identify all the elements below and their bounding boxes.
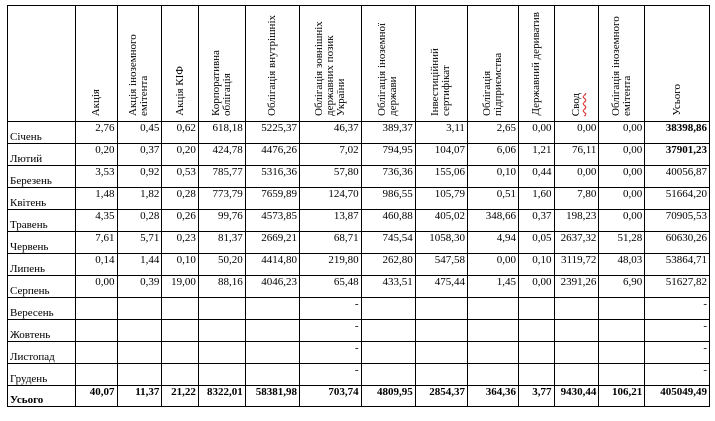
- table-cell: 0,00: [599, 166, 645, 188]
- table-cell: -: [300, 320, 362, 342]
- table-cell: 4,35: [75, 210, 117, 232]
- table-cell: [75, 342, 117, 364]
- monthly-securities-table: [7, 5, 710, 407]
- column-header-label: Свод: [569, 92, 582, 116]
- column-header: [75, 6, 117, 122]
- table-cell: [162, 342, 199, 364]
- table-cell: [467, 320, 518, 342]
- table-cell: 219,80: [300, 254, 362, 276]
- table-cell: 2637,32: [554, 232, 599, 254]
- table-cell: 0,28: [117, 210, 162, 232]
- table-cell: 76,11: [554, 144, 599, 166]
- table-cell: 5,71: [117, 232, 162, 254]
- table-cell: [245, 298, 299, 320]
- table-cell: [361, 320, 415, 342]
- table-cell: 0,00: [599, 210, 645, 232]
- table-cell: [415, 320, 467, 342]
- month-label: Грудень: [8, 364, 76, 386]
- table-cell: 51664,20: [645, 188, 710, 210]
- table-cell: 4573,85: [245, 210, 299, 232]
- total-cell: 364,36: [467, 386, 518, 407]
- table-cell: [198, 342, 245, 364]
- table-cell: 0,10: [519, 254, 554, 276]
- month-label: Лютий: [8, 144, 76, 166]
- table-cell: 0,00: [554, 166, 599, 188]
- table-cell: 0,23: [162, 232, 199, 254]
- table-cell: 7,61: [75, 232, 117, 254]
- table-cell: [519, 298, 554, 320]
- table-cell: [599, 320, 645, 342]
- table-cell: 0,28: [162, 188, 199, 210]
- table-row: [8, 188, 710, 210]
- table-cell: 0,37: [519, 210, 554, 232]
- table-cell: [599, 342, 645, 364]
- table-cell: [554, 364, 599, 386]
- table-cell: 124,70: [300, 188, 362, 210]
- table-cell: 618,18: [198, 122, 245, 144]
- table-cell: 2,65: [467, 122, 518, 144]
- table-cell: 60630,26: [645, 232, 710, 254]
- table-cell: 38398,86: [645, 122, 710, 144]
- table-cell: 475,44: [415, 276, 467, 298]
- table-cell: [467, 298, 518, 320]
- month-label: Жовтень: [8, 320, 76, 342]
- table-row: [8, 320, 710, 342]
- table-cell: 0,44: [519, 166, 554, 188]
- table-cell: 51627,82: [645, 276, 710, 298]
- table-cell: [361, 298, 415, 320]
- table-cell: [554, 298, 599, 320]
- table-cell: 88,16: [198, 276, 245, 298]
- column-header: [554, 6, 599, 122]
- table-cell: 53864,71: [645, 254, 710, 276]
- column-header: [117, 6, 162, 122]
- month-label: Червень: [8, 232, 76, 254]
- table-cell: 0,62: [162, 122, 199, 144]
- total-label: Усього: [8, 386, 76, 407]
- total-cell: 405049,49: [645, 386, 710, 407]
- table-cell: 0,26: [162, 210, 199, 232]
- table-cell: 1,48: [75, 188, 117, 210]
- month-label: Січень: [8, 122, 76, 144]
- column-header: [300, 6, 362, 122]
- table-row: [8, 276, 710, 298]
- table-cell: 1058,30: [415, 232, 467, 254]
- table-cell: 0,05: [519, 232, 554, 254]
- column-header-label: Облігація підприємства: [480, 52, 504, 116]
- column-header: [467, 6, 518, 122]
- column-header: [415, 6, 467, 122]
- table-row: [8, 144, 710, 166]
- table-row: [8, 342, 710, 364]
- total-cell: 40,07: [75, 386, 117, 407]
- column-header-label: Облігація внутрішніх: [265, 15, 278, 116]
- table-cell: 0,14: [75, 254, 117, 276]
- table-cell: [198, 298, 245, 320]
- total-cell: 8322,01: [198, 386, 245, 407]
- table-cell: [361, 342, 415, 364]
- table-cell: [415, 364, 467, 386]
- table-cell: 6,06: [467, 144, 518, 166]
- table-row: [8, 364, 710, 386]
- table-cell: 0,39: [117, 276, 162, 298]
- table-cell: 65,48: [300, 276, 362, 298]
- table-cell: 389,37: [361, 122, 415, 144]
- table-cell: 0,45: [117, 122, 162, 144]
- table-cell: [245, 320, 299, 342]
- month-label: Листопад: [8, 342, 76, 364]
- table-cell: [519, 364, 554, 386]
- table-cell: -: [300, 364, 362, 386]
- table-cell: 51,28: [599, 232, 645, 254]
- table-cell: 3119,72: [554, 254, 599, 276]
- table-cell: 5316,36: [245, 166, 299, 188]
- month-label: Серпень: [8, 276, 76, 298]
- table-cell: 0,37: [117, 144, 162, 166]
- table-cell: 3,53: [75, 166, 117, 188]
- table-cell: 81,37: [198, 232, 245, 254]
- table-cell: 48,03: [599, 254, 645, 276]
- table-cell: 424,78: [198, 144, 245, 166]
- table-cell: 1,45: [467, 276, 518, 298]
- table-cell: 794,95: [361, 144, 415, 166]
- table-cell: 1,21: [519, 144, 554, 166]
- column-header: [599, 6, 645, 122]
- table-cell: 105,79: [415, 188, 467, 210]
- header-row: [8, 6, 710, 122]
- column-header: [519, 6, 554, 122]
- table-cell: 547,58: [415, 254, 467, 276]
- table-cell: -: [300, 298, 362, 320]
- table-cell: [117, 320, 162, 342]
- total-cell: 4809,95: [361, 386, 415, 407]
- table-row: [8, 210, 710, 232]
- table-cell: 68,71: [300, 232, 362, 254]
- table-cell: [75, 298, 117, 320]
- table-cell: -: [645, 342, 710, 364]
- column-header-label: Акція іноземного емітента: [127, 34, 151, 116]
- table-cell: 0,92: [117, 166, 162, 188]
- table-cell: 99,76: [198, 210, 245, 232]
- table-cell: -: [645, 364, 710, 386]
- table-cell: [117, 298, 162, 320]
- table-cell: [198, 364, 245, 386]
- table-cell: [245, 364, 299, 386]
- column-header-label: Корпоративна облігація: [209, 50, 233, 116]
- table-cell: -: [300, 342, 362, 364]
- table-cell: 13,87: [300, 210, 362, 232]
- table-cell: [198, 320, 245, 342]
- month-label: Квітень: [8, 188, 76, 210]
- table-cell: [75, 364, 117, 386]
- table-cell: 155,06: [415, 166, 467, 188]
- table-cell: [162, 298, 199, 320]
- table-cell: 0,10: [162, 254, 199, 276]
- column-header: [162, 6, 199, 122]
- table-cell: 37901,23: [645, 144, 710, 166]
- column-header-label: Облігація зовнішніх державних позик України: [312, 21, 347, 116]
- table-cell: 262,80: [361, 254, 415, 276]
- total-row: [8, 386, 710, 407]
- column-header-label: Акція: [89, 88, 102, 116]
- total-cell: 11,37: [117, 386, 162, 407]
- total-cell: 106,21: [599, 386, 645, 407]
- table-cell: 104,07: [415, 144, 467, 166]
- table-cell: 0,00: [554, 122, 599, 144]
- table-cell: 0,51: [467, 188, 518, 210]
- total-cell: 9430,44: [554, 386, 599, 407]
- table-cell: 0,00: [519, 276, 554, 298]
- month-label: Вересень: [8, 298, 76, 320]
- table-cell: 19,00: [162, 276, 199, 298]
- total-cell: 21,22: [162, 386, 199, 407]
- table-cell: 745,54: [361, 232, 415, 254]
- table-row: [8, 298, 710, 320]
- table-cell: 0,20: [75, 144, 117, 166]
- table-cell: 50,20: [198, 254, 245, 276]
- table-cell: [554, 320, 599, 342]
- table-cell: [554, 342, 599, 364]
- table-cell: 736,36: [361, 166, 415, 188]
- table-cell: [519, 342, 554, 364]
- table-cell: 1,82: [117, 188, 162, 210]
- table-cell: 785,77: [198, 166, 245, 188]
- month-label: Липень: [8, 254, 76, 276]
- table-cell: [415, 342, 467, 364]
- table-cell: 57,80: [300, 166, 362, 188]
- column-header-label: Інвестиційний сертифікат: [429, 48, 453, 116]
- column-header: [198, 6, 245, 122]
- table-cell: [75, 320, 117, 342]
- table-cell: 0,10: [467, 166, 518, 188]
- total-cell: 58381,98: [245, 386, 299, 407]
- table-cell: [117, 364, 162, 386]
- table-cell: 4,94: [467, 232, 518, 254]
- column-header: [645, 6, 710, 122]
- table-cell: [599, 364, 645, 386]
- table-cell: 4414,80: [245, 254, 299, 276]
- table-cell: 2,76: [75, 122, 117, 144]
- table-cell: [519, 320, 554, 342]
- column-header-label: Державний дериватив: [529, 12, 542, 116]
- table-cell: 4476,26: [245, 144, 299, 166]
- table-cell: [361, 364, 415, 386]
- table-cell: -: [645, 298, 710, 320]
- table-cell: 348,66: [467, 210, 518, 232]
- table-cell: [117, 342, 162, 364]
- total-cell: 703,74: [300, 386, 362, 407]
- table-cell: 0,00: [467, 254, 518, 276]
- header-corner-cell: [8, 6, 76, 122]
- table-cell: [162, 364, 199, 386]
- table-cell: 405,02: [415, 210, 467, 232]
- column-header-label: Облігація іноземного емітента: [609, 16, 633, 116]
- table-cell: 433,51: [361, 276, 415, 298]
- total-cell: 2854,37: [415, 386, 467, 407]
- table-cell: 3,11: [415, 122, 467, 144]
- table-cell: 773,79: [198, 188, 245, 210]
- table-cell: 70905,53: [645, 210, 710, 232]
- table-row: [8, 254, 710, 276]
- table-cell: 5225,37: [245, 122, 299, 144]
- table-cell: 7659,89: [245, 188, 299, 210]
- table-cell: 0,00: [519, 122, 554, 144]
- table-cell: 0,00: [599, 144, 645, 166]
- column-header: [245, 6, 299, 122]
- table-cell: 0,00: [599, 122, 645, 144]
- table-cell: 0,20: [162, 144, 199, 166]
- table-cell: 7,80: [554, 188, 599, 210]
- table-row: [8, 166, 710, 188]
- table-cell: 40056,87: [645, 166, 710, 188]
- table-cell: [245, 342, 299, 364]
- table-row: [8, 122, 710, 144]
- table-cell: 7,02: [300, 144, 362, 166]
- month-label: Травень: [8, 210, 76, 232]
- table-cell: 986,55: [361, 188, 415, 210]
- table-cell: [467, 364, 518, 386]
- column-header-label: Акція КІФ: [173, 66, 186, 116]
- table-cell: 460,88: [361, 210, 415, 232]
- table-cell: 2391,26: [554, 276, 599, 298]
- table-cell: 2669,21: [245, 232, 299, 254]
- table-cell: [162, 320, 199, 342]
- table-cell: [415, 298, 467, 320]
- month-label: Березень: [8, 166, 76, 188]
- column-header-label: Облігація іноземної держави: [376, 22, 400, 116]
- table-cell: 0,00: [75, 276, 117, 298]
- table-row: [8, 232, 710, 254]
- table-cell: 1,44: [117, 254, 162, 276]
- cropped-caption-fragment: [0, 0, 100, 4]
- column-header-label: Усього: [670, 84, 683, 116]
- total-cell: 3,77: [519, 386, 554, 407]
- table-cell: 6,90: [599, 276, 645, 298]
- table-cell: [467, 342, 518, 364]
- table-cell: 0,53: [162, 166, 199, 188]
- table-cell: -: [645, 320, 710, 342]
- table-cell: 1,60: [519, 188, 554, 210]
- column-header: [361, 6, 415, 122]
- table-cell: 0,00: [599, 188, 645, 210]
- table-body: [8, 122, 710, 407]
- table-cell: 198,23: [554, 210, 599, 232]
- table-cell: 4046,23: [245, 276, 299, 298]
- table-cell: 46,37: [300, 122, 362, 144]
- table-cell: [599, 298, 645, 320]
